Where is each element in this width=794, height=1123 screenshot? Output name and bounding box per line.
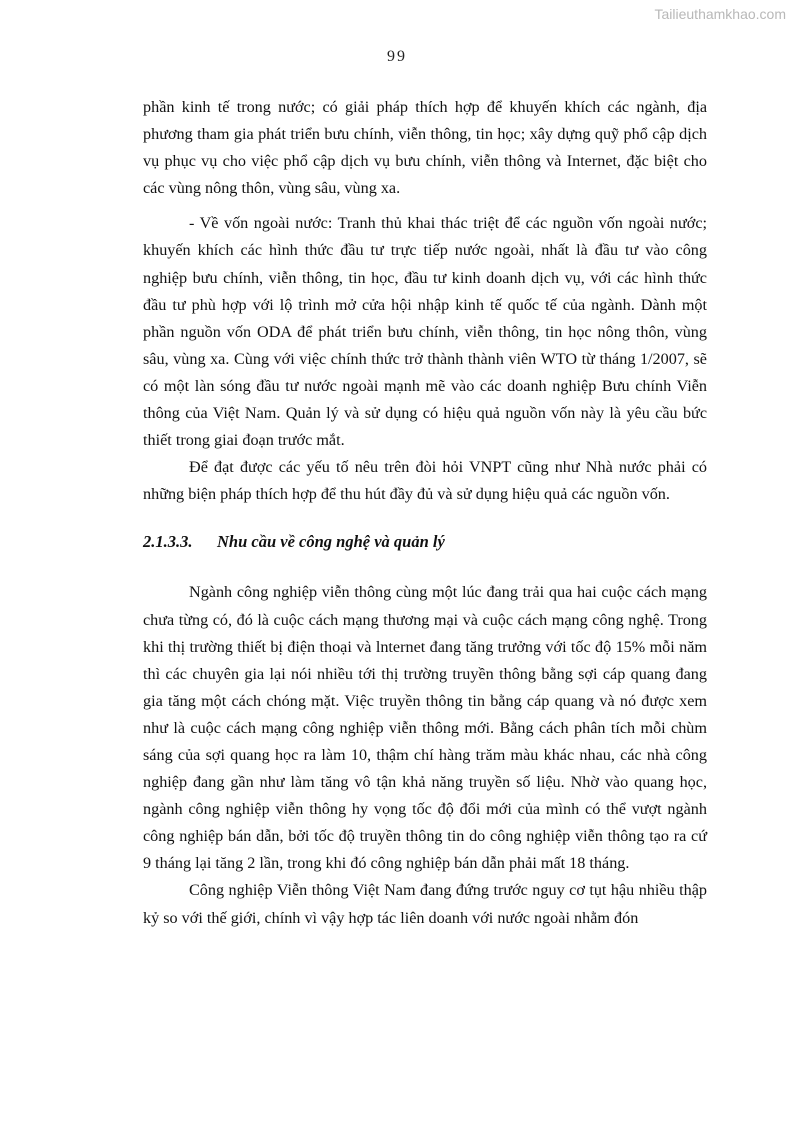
paragraph: - Về vốn ngoài nước: Tranh thủ khai thác triệt để các nguồn vốn ngoài nước; khuyến khích các hình thức đầu tư trực tiếp nước ngoài, nhất là đầu tư vào công nghiệp bưu chính, viễn thông, tin học, đầu tư kinh doanh dịch vụ, với các hình thức đầu tư phù hợp với lộ trình mở cửa hội nhập kinh tế quốc tế của ngành. Dành một phần nguồn vốn ODA để phát triển bưu chính, viễn thông, tin học nông thôn, vùng sâu, vùng xa. Cùng với việc chính thức trở thành thành viên WTO từ tháng 1/2007, sẽ có một làn sóng đầu tư nước ngoài mạnh mẽ vào các doanh nghiệp Bưu chính Viễn thông của Việt Nam. Quản lý và sử dụng có hiệu quả nguồn vốn này là yêu cầu bức thiết trong giai đoạn trước mắt. <box>143 214 707 450</box>
section-title: Nhu cầu về công nghệ và quản lý <box>217 532 445 552</box>
page-number: 99 <box>387 48 407 65</box>
paragraph: phần kinh tế trong nước; có giải pháp thích hợp để khuyến khích các ngành, địa phương tham gia phát triển bưu chính, viễn thông, tin học; xây dựng quỹ phổ cập dịch vụ phục vụ cho việc phổ cập dịch vụ bưu chính, viễn thông và Internet, đặc biệt cho các vùng nông thôn, vùng sâu, vùng xa. <box>143 98 707 198</box>
section-number: 2.1.3.3. <box>143 532 193 552</box>
watermark: Tailieuthamkhao.com <box>654 6 786 22</box>
paragraph: Ngành công nghiệp viễn thông cùng một lúc đang trải qua hai cuộc cách mạng chưa từng có, đó là cuộc cách mạng thương mại và cuộc cách mạng công nghệ. Trong khi thị trường thiết bị điện thoại và lnternet đang tăng trưởng với tốc độ 15% mỗi năm thì các chuyên gia lại nói nhiều tới thị trường truyền thông bằng sợi cáp quang đang gia tăng một cách chóng mặt. Việc truyền thông tin bằng cáp quang và nó được xem như là cuộc cách mạng công nghiệp viễn thông mới. Bằng cách phân tích mỗi chùm sáng của sợi quang học ra làm 10, thậm chí hàng trăm màu khác nhau, các nhà công nghiệp đang gần như làm tăng vô tận khả năng truyền số liệu. Nhờ vào quang học, ngành công nghiệp viễn thông hy vọng tốc độ đổi mới của mình có thể vượt ngành công nghiệp bán dẫn, bởi tốc độ truyền thông tin do công nghiệp viễn thông tạo ra cứ 9 tháng lại tăng 2 lần, trong khi đó công nghiệp bán dẫn phải mất 18 tháng. <box>143 583 707 873</box>
section-heading <box>143 528 707 555</box>
page-content <box>143 94 707 932</box>
paragraph: Công nghiệp Viễn thông Việt Nam đang đứng trước nguy cơ tụt hậu nhiều thập kỷ so với thế giới, chính vì vậy hợp tác liên doanh với nước ngoài nhằm đón <box>143 881 707 927</box>
paragraph: Để đạt được các yếu tố nêu trên đòi hỏi VNPT cũng như Nhà nước phải có những biện pháp thích hợp để thu hút đầy đủ và sử dụng hiệu quả các nguồn vốn. <box>143 458 707 504</box>
